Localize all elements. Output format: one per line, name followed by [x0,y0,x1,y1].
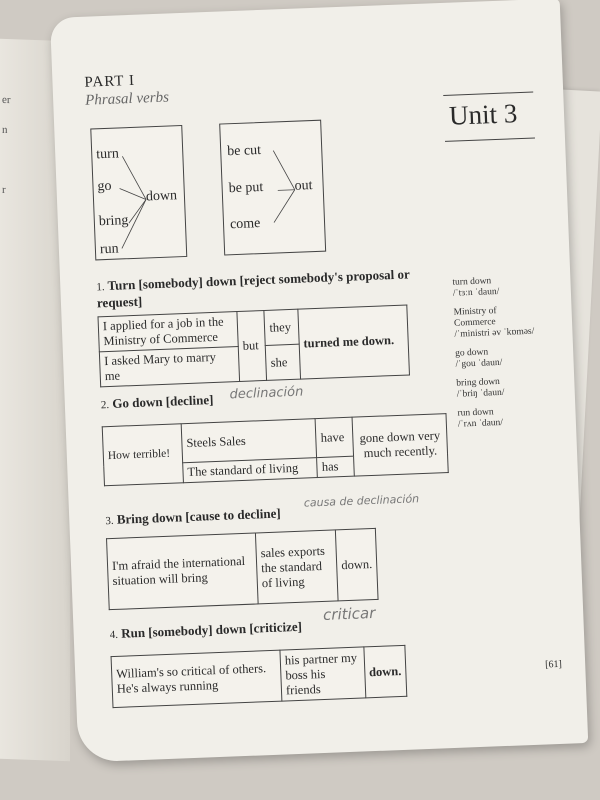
table-cell: down. [364,645,407,698]
verb-go: go [97,178,112,195]
page-number: [61] [544,658,563,671]
left-page-fragment: n [2,123,8,137]
unit-title: Unit 3 [448,98,518,131]
section-number: 2. [100,399,110,412]
verb-be-cut: be cut [226,143,262,160]
table-cell: sales exports the standard of living [255,530,338,604]
book-page [50,0,588,762]
glossary-word: bring down [456,377,501,389]
table-cell: down. [335,528,378,600]
handwritten-note: causa de declinación [303,492,420,510]
table-cell: I applied for a job in the Ministry of Commerce [98,312,238,352]
section-title: Go down [decline] [112,392,214,411]
handwritten-note: declinación [229,384,304,403]
section-3-heading [105,506,281,529]
particle-down: down [145,188,178,205]
table-cell: I asked Mary to marry me [99,347,239,387]
section-title: Run [somebody] down [criticize] [120,618,303,641]
glossary-ipa: /ˈtɜːn ˈdaun/ [452,286,500,299]
glossary-entry [452,275,533,300]
verb-be-put: be put [228,179,264,197]
table-cell: has [317,456,354,477]
example-table-4 [111,645,408,708]
table-cell: his partner my boss his friends [280,647,366,701]
part-label: PART I [84,72,136,91]
table-cell: turned me down. [298,305,410,379]
table-cell: Steels Sales [181,419,317,463]
section-number: 4. [109,628,119,642]
glossary-word: run down [457,407,494,419]
table-cell: How terrible! [102,424,183,486]
verb-come: come [229,216,261,233]
example-table-1 [97,304,409,387]
diagram-out [219,120,326,256]
glossary-word: Ministry of Commerce [453,306,497,329]
glossary-entry [453,305,534,341]
left-page-fragment: er [2,93,11,107]
section-number: 3. [105,514,114,528]
table-cell: they [264,309,299,345]
table-cell: I'm afraid the international situation will bring [107,533,259,610]
table-cell: gone down very much recently. [352,414,448,477]
glossary-ipa: /ˈrʌn ˈdaun/ [457,417,504,430]
example-table-2 [102,413,449,486]
part-subtitle: Phrasal verbs [84,89,170,109]
glossary-entry [456,376,537,401]
verb-turn: turn [95,146,120,163]
glossary-entry [455,346,536,371]
glossary-word: turn down [452,276,492,288]
section-4-heading [109,619,302,642]
section-title: Turn [somebody] down [reject somebody's proposal or request] [96,266,410,311]
glossary-entry [457,406,538,431]
verb-run: run [99,241,119,258]
particle-out: out [294,178,313,194]
left-page-fragment: r [2,183,6,196]
glossary [452,275,538,431]
section-2-heading [101,392,214,412]
section-number: 1. [96,281,105,294]
section-title: Bring down [cause to decline] [116,505,281,527]
table-cell: but [237,310,267,381]
example-table-3 [106,528,379,610]
table-cell: The standard of living [183,458,318,483]
glossary-ipa: /ˈgou ˈdaun/ [455,357,503,370]
diagram-down [90,125,187,260]
glossary-ipa: /ˈbriŋ ˈdaun/ [456,387,505,400]
glossary-word: go down [454,347,489,359]
glossary-ipa: /ˈministri əv ˈkɒməs/ [454,326,535,340]
table-cell: have [315,417,353,457]
handwritten-note: criticar [322,603,376,624]
table-cell: she [266,344,301,380]
verb-bring: bring [98,213,129,230]
table-cell: William's so critical of others. He's always running [111,650,282,707]
